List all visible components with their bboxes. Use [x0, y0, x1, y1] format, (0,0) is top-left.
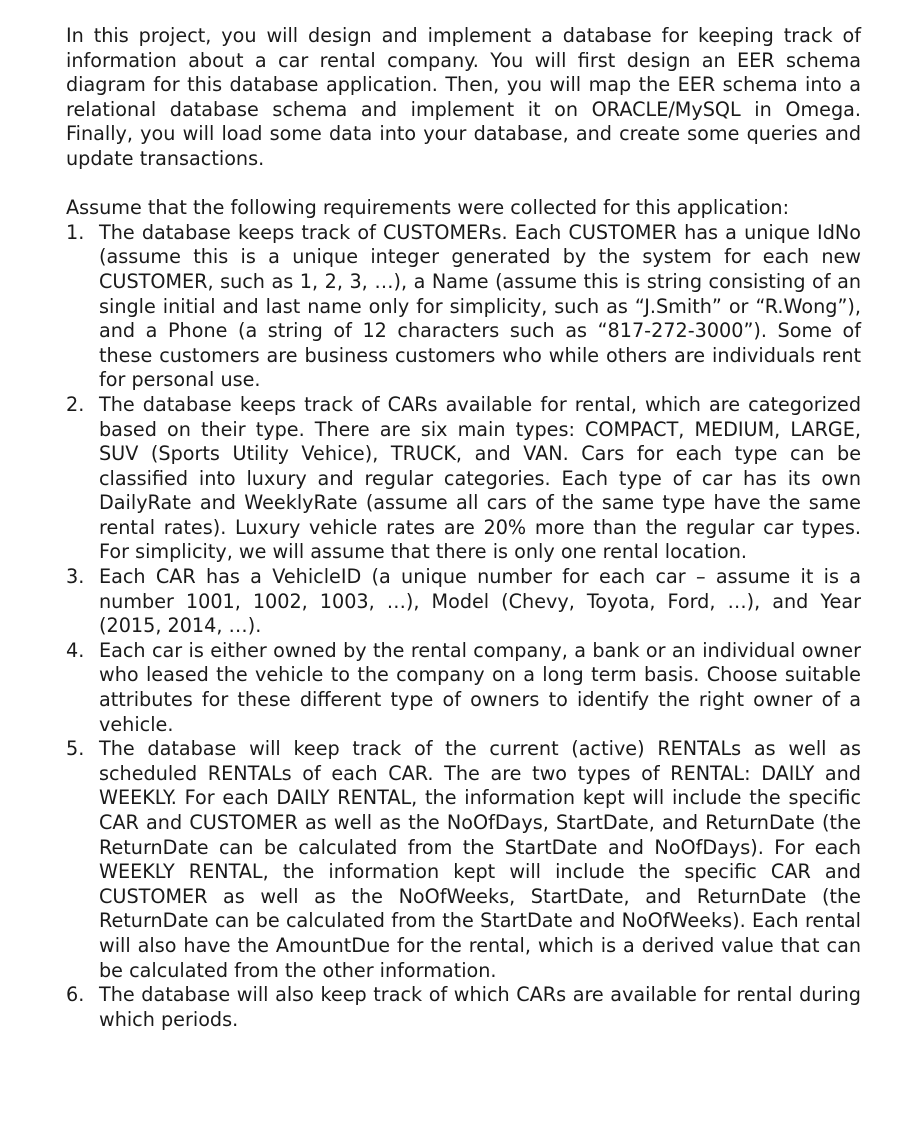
- requirement-text: The database will keep track of the current (active) RENTALs as well as scheduled RENTALs of each CAR. The are two types of RENTAL: DAILY and WEEKLY. For each DAILY RENTAL, the information kept will include the specific CAR and CUSTOMER as well as the NoOfDays, StartDate, and ReturnDate (the ReturnDate can be calculated from the StartDate and NoOfDays). For each WEEKLY RENTAL, the information kept will include the specific CAR and CUSTOMER as well as the NoOfWeeks, StartDate, and ReturnDate (the ReturnDate can be calculated from the StartDate and NoOfWeeks). Each rental will also have the AmountDue for the rental, which is a derived value that can be calculated from the other information.: [99, 737, 861, 982]
- requirement-item: [66, 565, 861, 639]
- requirement-text: Each car is either owned by the rental company, a bank or an individual owner who leased the vehicle to the company on a long term basis. Choose suitable attributes for these different type of owners to identify the right owner of a vehicle.: [99, 638, 861, 736]
- requirements-lead: Assume that the following requirements were collected for this application:: [66, 196, 790, 220]
- requirement-number: 2.: [66, 392, 85, 416]
- document-page: [66, 24, 861, 1032]
- requirement-text: The database will also keep track of which CARs are available for rental during which periods.: [99, 983, 861, 1031]
- requirements-list: [66, 221, 861, 1033]
- requirement-number: 3.: [66, 565, 85, 589]
- requirement-number: 4.: [66, 638, 85, 662]
- requirement-text: Each CAR has a VehicleID (a unique number for each car – assume it is a number 1001, 1002, 1003, …), Model (Chevy, Toyota, Ford, …), and Year (2015, 2014, …).: [99, 565, 861, 638]
- requirement-number: 5.: [66, 737, 85, 761]
- requirement-text: The database keeps track of CUSTOMERs. Each CUSTOMER has a unique IdNo (assume this is a unique integer generated by the system for each new CUSTOMER, such as 1, 2, 3, …), a Name (assume this is string consisting of an single initial and last name only for simplicity, such as “J.Smith” or “R.Wong”), and a Phone (a string of 12 characters such as “817-272-3000”). Some of these customers are business customers who while others are individuals rent for personal use.: [99, 220, 861, 392]
- requirement-number: 1.: [66, 220, 85, 244]
- requirement-number: 6.: [66, 983, 85, 1007]
- requirement-item: [66, 983, 861, 1032]
- requirement-text: The database keeps track of CARs available for rental, which are categorized based on their type. There are six main types: COMPACT, MEDIUM, LARGE, SUV (Sports Utility Vehice), TRUCK, and VAN. Cars for each type can be classified into luxury and regular categories. Each type of car has its own DailyRate and WeeklyRate (assume all cars of the same type have the same rental rates). Luxury vehicle rates are 20% more than the regular car types. For simplicity, we will assume that there is only one rental location.: [99, 392, 861, 564]
- requirement-item: [66, 393, 861, 565]
- requirement-item: [66, 221, 861, 393]
- requirement-item: [66, 737, 861, 983]
- intro-paragraph: In this project, you will design and implement a database for keeping track of information about a car rental company. You will first design an EER schema diagram for this database application. Then, you will map the EER schema into a relational database schema and implement it on ORACLE/MySQL in Omega. Finally, you will load some data into your database, and create some queries and update transactions.: [66, 24, 861, 170]
- requirement-item: [66, 639, 861, 737]
